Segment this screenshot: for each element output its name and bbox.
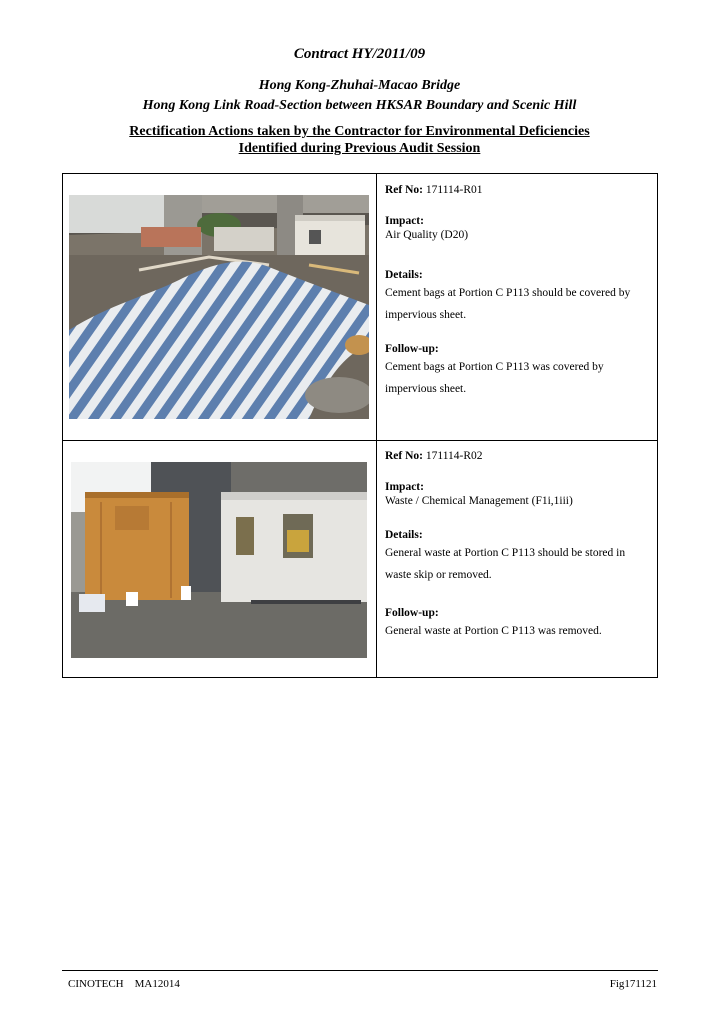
ref-value: 171114-R01 [425, 184, 483, 196]
page-title-line2: Identified during Previous Audit Session [238, 141, 481, 156]
impact-value: Waste / Chemical Management (F1i,1iii) [385, 495, 573, 507]
follow-up-text-line1: General waste at Portion C P113 was removed. [385, 625, 602, 637]
ref-label: Ref No: [385, 184, 423, 196]
follow-up-label: Follow-up: [385, 343, 439, 355]
follow-up-label: Follow-up: [385, 607, 439, 619]
footer-figure-number: Fig171121 [609, 978, 657, 990]
photo-illustration-2 [71, 462, 367, 658]
footer-code: MA12014 [134, 978, 180, 990]
follow-up-text-line2: impervious sheet. [385, 383, 467, 395]
follow-up-text-line1: Cement bags at Portion C P113 was covered by [385, 361, 604, 373]
column-divider [376, 174, 377, 677]
record-1-ref [385, 184, 655, 196]
record-2-details [385, 450, 655, 642]
photo-illustration-1 [69, 195, 369, 419]
record-2-ref [385, 450, 655, 462]
page-title-line1: Rectification Actions taken by the Contractor for Environmental Deficiencies [129, 124, 590, 139]
details-label: Details: [385, 529, 423, 541]
section-name: Hong Kong Link Road-Section between HKSAR Boundary and Scenic Hill [142, 98, 577, 113]
record-1-details [385, 184, 655, 400]
site-photo-covered-cement-bags [69, 195, 369, 419]
project-name: Hong Kong-Zhuhai-Macao Bridge [258, 78, 461, 93]
impact-label: Impact: [385, 481, 424, 493]
footer-company: CINOTECH [68, 978, 124, 990]
details-text-line2: impervious sheet. [385, 309, 467, 321]
site-photo-containers [71, 462, 367, 658]
ref-label: Ref No: [385, 450, 423, 462]
impact-label: Impact: [385, 215, 424, 227]
footer-divider [62, 970, 658, 971]
details-label: Details: [385, 269, 423, 281]
rectification-table [62, 173, 658, 678]
footer-left [68, 978, 180, 990]
impact-value: Air Quality (D20) [385, 229, 469, 241]
details-text-line2: waste skip or removed. [385, 569, 492, 581]
details-text-line1: Cement bags at Portion C P113 should be covered by [385, 287, 631, 299]
contract-number: Contract HY/2011/09 [293, 46, 426, 62]
ref-value: 171114-R02 [425, 450, 483, 462]
details-text-line1: General waste at Portion C P113 should be stored in [385, 547, 626, 559]
row-divider [63, 440, 657, 441]
